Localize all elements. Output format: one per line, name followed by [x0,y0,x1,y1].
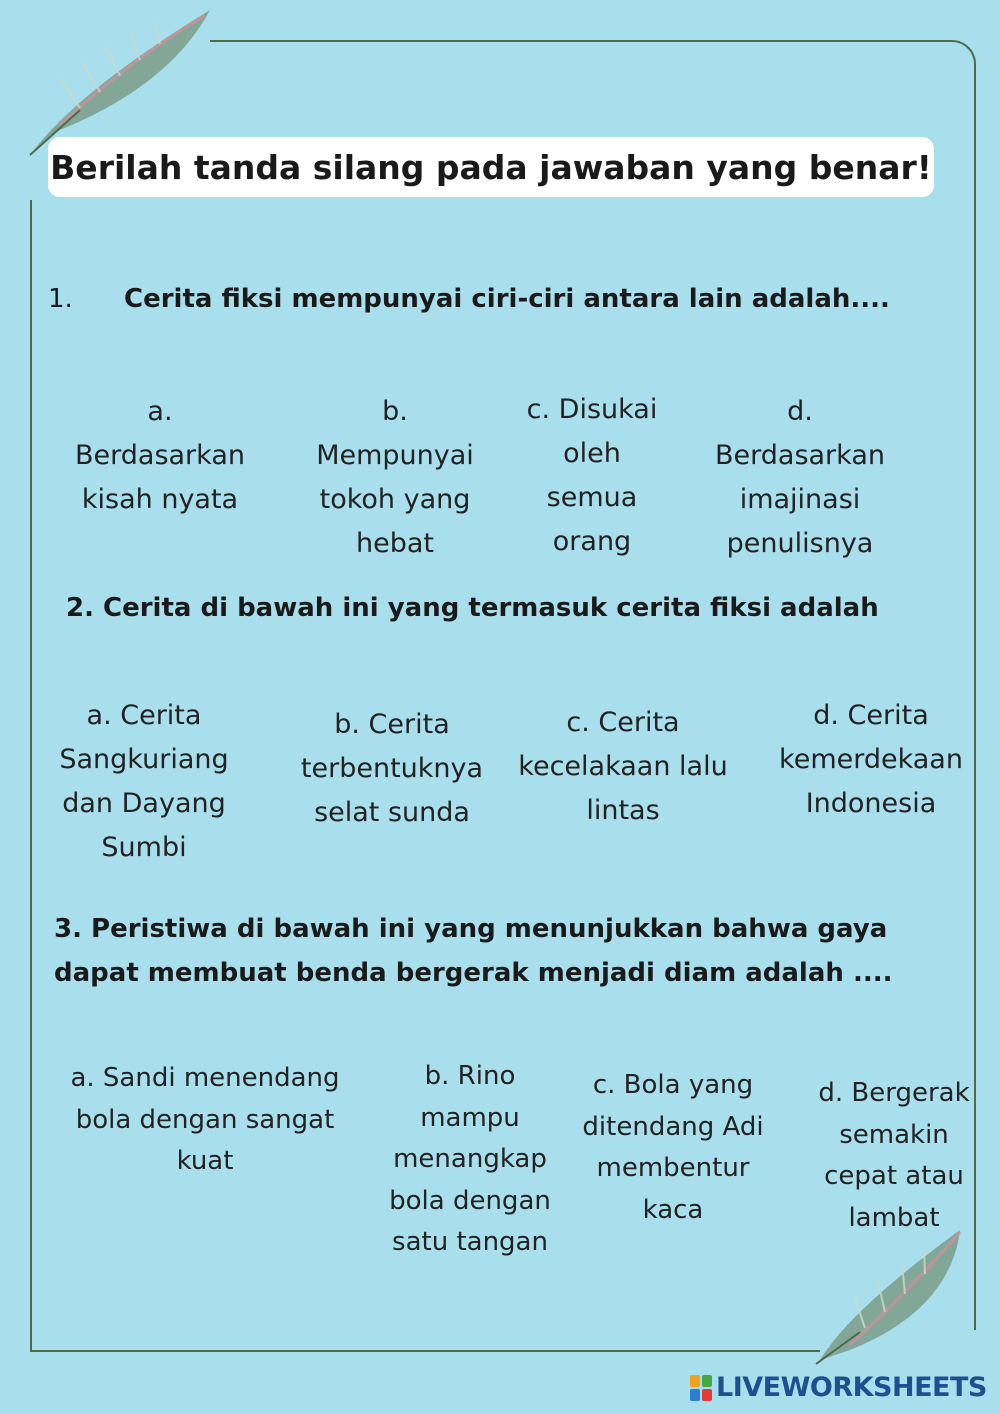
frame-line-bottom [30,1350,820,1352]
question-2-option-a[interactable]: a. Cerita Sangkuriang dan Dayang Sumbi [59,700,229,863]
question-3-option-d[interactable]: d. Bergerak semakin cepat atau lambat [818,1078,970,1233]
question-1-number: 1. [48,284,73,314]
question-2-option-d[interactable]: d. Cerita kemerdekaan Indonesia [779,700,963,819]
question-3-option-c[interactable]: c. Bola yang ditendang Adi membentur kaca [582,1070,764,1225]
question-2-option-b[interactable]: b. Cerita terbentuknya selat sunda [300,709,484,828]
frame-line-top [210,40,952,42]
question-1-option-b[interactable]: b. Mempunyai tokoh yang hebat [316,396,474,559]
liveworksheets-logo[interactable] [690,1372,987,1403]
question-2-text: 2. Cerita di bawah ini yang termasuk cerita fiksi adalah [66,593,879,623]
question-3-option-a[interactable]: a. Sandi menendang bola dengan sangat kuat [70,1063,340,1176]
question-1-option-d[interactable]: d. Berdasarkan imajinasi penulisnya [715,396,885,559]
question-1-option-a[interactable]: a. Berdasarkan kisah nyata [75,396,245,515]
brand-name: LIVEWORKSHEETS [716,1372,987,1403]
question-1-text: Cerita fiksi mempunyai ciri-ciri antara lain adalah.... [124,284,890,314]
question-1-option-c[interactable]: c. Disukai oleh semua orang [526,394,658,557]
instruction-banner [48,137,934,197]
question-3-text: 3. Peristiwa di bawah ini yang menunjukkan bahwa gaya dapat membuat benda bergerak menjadi diam adalah .... [54,914,893,988]
instruction-title: Berilah tanda silang pada jawaban yang benar! [50,147,932,187]
liveworksheets-logo-icon [690,1375,712,1401]
leaf-icon [810,1220,990,1370]
leaf-icon [20,0,220,160]
question-3-option-b[interactable]: b. Rino mampu menangkap bola dengan satu tangan [389,1061,551,1257]
question-2-option-c[interactable]: c. Cerita kecelakaan lalu lintas [518,707,728,826]
